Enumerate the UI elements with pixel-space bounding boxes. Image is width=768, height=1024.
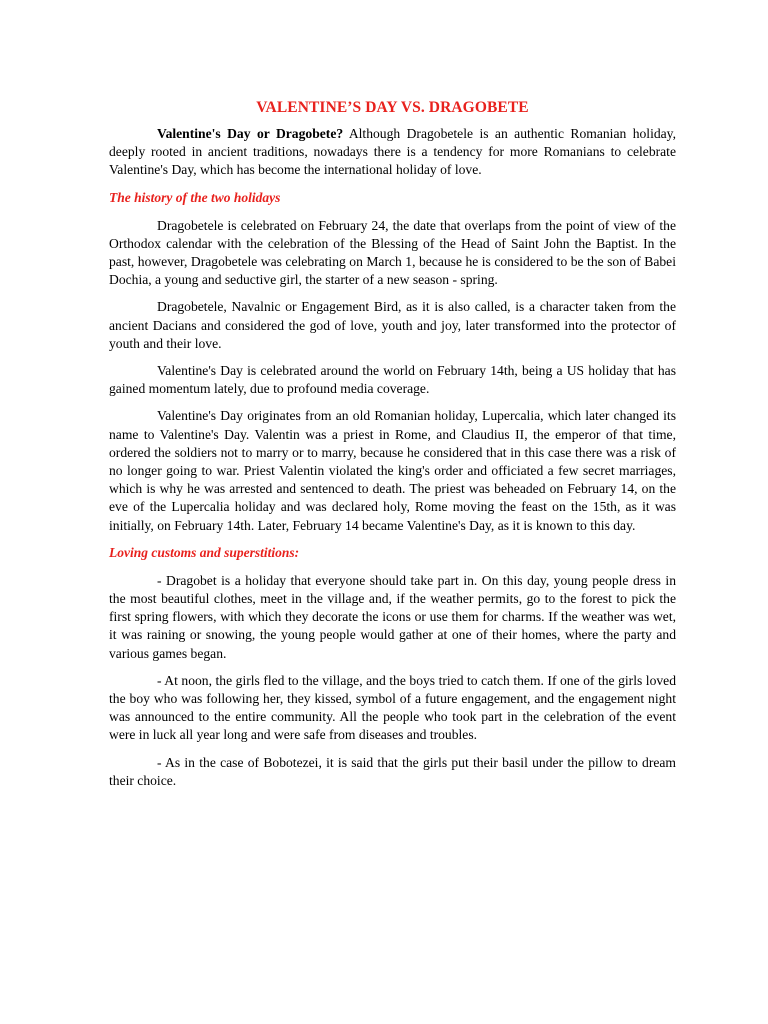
document-title: VALENTINE’S DAY VS. DRAGOBETE bbox=[256, 99, 529, 116]
customs-paragraph: - As in the case of Bobotezei, it is said that the girls put their basil under the pillow to dream their choice. bbox=[109, 754, 676, 788]
intro-lead: Valentine's Day or Dragobete? bbox=[157, 126, 344, 141]
history-paragraph: Dragobetele, Navalnic or Engagement Bird, as it is also called, is a character taken from the ancient Dacians and considered the god of love, youth and joy, later transformed into the protector of youth and their love. bbox=[109, 299, 676, 351]
history-paragraph: Valentine's Day is celebrated around the world on February 14th, being a US holiday that has gained momentum lately, due to profound media coverage. bbox=[109, 363, 676, 397]
intro-paragraph bbox=[109, 125, 676, 180]
intro-text: Although Dragobetele is an authentic Romanian holiday, deeply rooted in ancient traditions, nowadays there is a tendency for more Romanians to celebrate Valentine's Day, which has become the international holiday of love. bbox=[109, 126, 676, 178]
document-page bbox=[109, 98, 676, 799]
section-heading-history: The history of the two holidays bbox=[109, 189, 281, 205]
customs-paragraph: - Dragobet is a holiday that everyone should take part in. On this day, young people dress in the most beautiful clothes, meet in the village and, if the weather permits, go to the forest to pick the first spring flowers, with which they decorate the icons or use them for charms. If the weather was wet, it was raining or snowing, the young people would gather at one of their homes, where the party and various games began. bbox=[109, 572, 676, 661]
history-paragraph: Dragobetele is celebrated on February 24, the date that overlaps from the point of view of the Orthodox calendar with the celebration of the Blessing of the Head of Saint John the Baptist. In the past, however, Dragobetele was celebrating on March 1, because he is considered to be the son of Babei Dochia, a young and seductive girl, the starter of a new season - spring. bbox=[109, 217, 676, 288]
history-paragraph: Valentine's Day originates from an old Romanian holiday, Lupercalia, which later changed its name to Valentine's Day. Valentin was a priest in Rome, and Claudius II, the emperor of that time, ordered the soldiers not to marry or to marry, because he considered that in this case there was a risk of no longer going to war. Priest Valentin violated the king's order and officiated a few secret marriages, which is why he was arrested and sentenced to death. The priest was beheaded on February 14, on the eve of the Lupercalia holiday and was declared holy, Rome moving the feast on the 15th, as it was initially, on February 14th. Later, February 14 became Valentine's Day, as it is known to this day. bbox=[109, 408, 676, 533]
customs-paragraph: - At noon, the girls fled to the village, and the boys tried to catch them. If one of the girls loved the boy who was following her, they kissed, symbol of a future engagement, and the engagement night was announced to the entire community. All the people who took part in the celebration of the event were in luck all year long and were safe from diseases and troubles. bbox=[109, 672, 676, 743]
section-heading-customs: Loving customs and superstitions: bbox=[109, 544, 300, 560]
